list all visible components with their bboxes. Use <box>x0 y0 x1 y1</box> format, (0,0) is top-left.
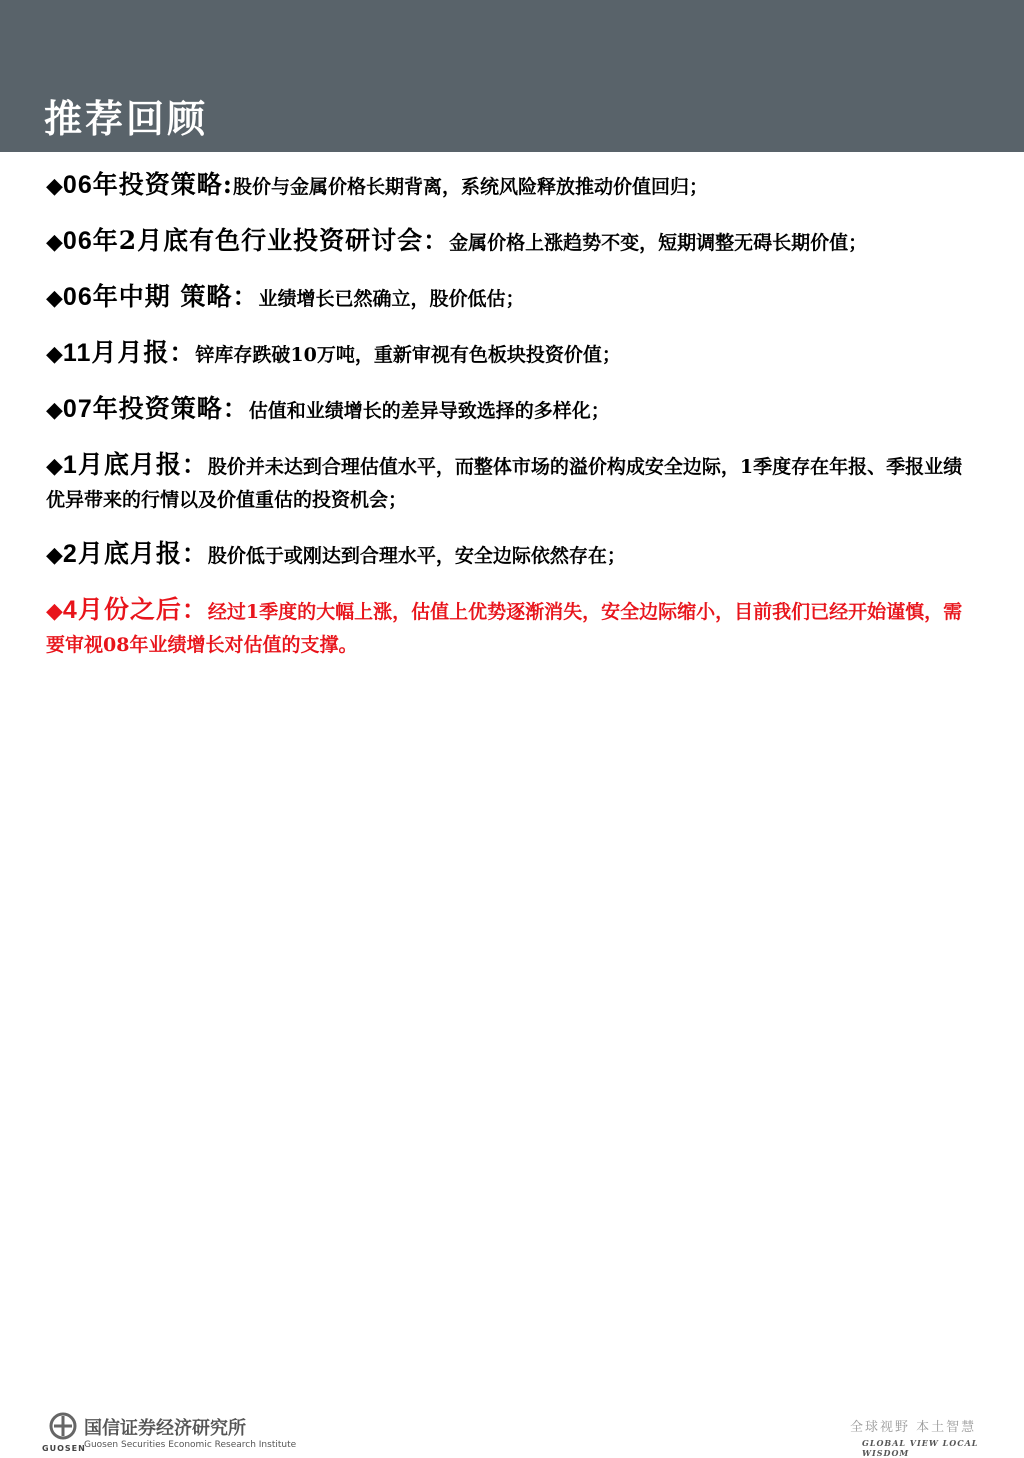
list-item <box>46 280 976 316</box>
diamond-bullet-icon: ◆ <box>46 543 63 568</box>
diamond-bullet-icon: ◆ <box>46 342 63 367</box>
list-item <box>46 224 976 260</box>
org-name-cn: 国信证券经济研究所 <box>84 1414 246 1440</box>
item-body: 股价低于或刚达到合理水平，安全边际依然存在； <box>207 545 626 567</box>
diamond-bullet-icon: ◆ <box>46 599 63 624</box>
list-item <box>46 336 976 372</box>
diamond-bullet-icon: ◆ <box>46 174 63 199</box>
item-body: 锌库存跌破10万吨，重新审视有色板块投资价值； <box>195 344 621 366</box>
diamond-bullet-icon: ◆ <box>46 286 63 311</box>
list-item <box>46 392 976 428</box>
slide-title: 推荐回顾 <box>44 96 209 141</box>
item-heading: 2月底月报： <box>62 539 208 568</box>
footer <box>0 704 1024 1458</box>
review-list <box>46 168 976 682</box>
diamond-bullet-icon: ◆ <box>46 454 63 479</box>
item-body: 业绩增长已然确立，股价低估； <box>258 288 525 310</box>
title-banner <box>0 0 1024 152</box>
list-item <box>46 168 976 204</box>
org-name-en: Guosen Securities Economic Research Institute <box>84 1440 297 1450</box>
list-item-highlight <box>46 593 976 662</box>
slogan-cn: 全球视野 本土智慧 <box>850 1420 977 1435</box>
item-heading: 07年投资策略： <box>62 394 249 423</box>
item-heading: 06年中期 策略： <box>62 282 259 311</box>
logo-text: GUOSEN <box>42 1444 86 1453</box>
item-heading: 1月底月报： <box>62 450 208 479</box>
diamond-bullet-icon: ◆ <box>46 398 63 423</box>
item-body: 股价并未达到合理估值水平，而整体市场的溢价构成安全边际，1季度存在年报、季报业绩优异带来的行情以及价值重估的投资机会； <box>46 456 963 511</box>
item-body: 股价与金属价格长期背离，系统风险释放推动价值回归； <box>232 176 708 198</box>
item-heading: 4月份之后： <box>62 595 208 624</box>
item-body: 估值和业绩增长的差异导致选择的多样化； <box>248 400 610 422</box>
item-heading: 06年2月底有色行业投资研讨会： <box>62 226 450 255</box>
slogan-en: GLOBAL VIEW LOCAL WISDOM <box>862 1438 979 1458</box>
item-body: 经过1季度的大幅上涨，估值上优势逐渐消失，安全边际缩小，目前我们已经开始谨慎，需要审视08年业绩增长对估值的支撑。 <box>46 601 963 656</box>
item-heading: 06年投资策略: <box>62 170 233 199</box>
item-body: 金属价格上涨趋势不变，短期调整无碍长期价值； <box>449 232 868 254</box>
list-item <box>46 537 976 573</box>
guosen-logo-icon <box>48 1412 78 1440</box>
diamond-bullet-icon: ◆ <box>46 230 63 255</box>
item-heading: 11月月报： <box>62 338 196 367</box>
list-item <box>46 448 976 517</box>
